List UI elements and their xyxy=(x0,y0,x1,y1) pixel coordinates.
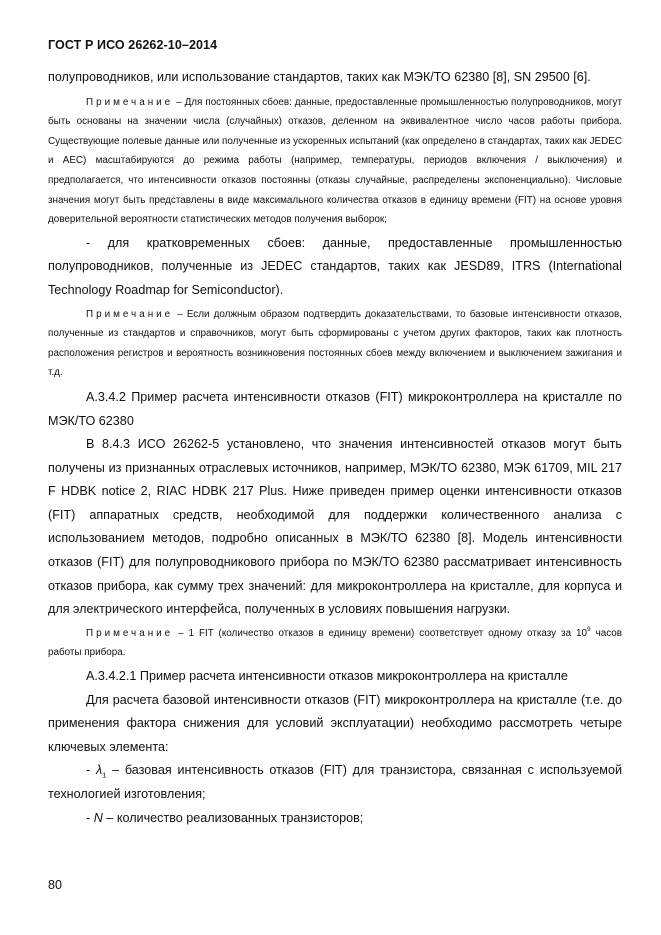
note-base-rates xyxy=(48,305,622,383)
note-text: – Для постоянных сбоев: данные, предоставленные промышленностью полупроводников, могут быть основаны на значении числа (случайных) отказов, деленном на эквивалентное число часов работы прибора. Существующие полевые данные или полученные из ускоренных испытаний (как определено в стандартах, таких как JEDEC и AEC) масштабируются до режима работы (например, температуры, периодов включения / выключения) и предполагается, что интенсивности отказов постоянны (отказы случайные, распределены экспоненциально). Числовые значения могут быть представлены в виде максимального количества отказов в единицу времени (FIT) на основе уровня доверительной вероятности статистических методов получения выборок; xyxy=(48,96,622,226)
paragraph-key-elements: Для расчета базовой интенсивности отказов (FIT) микроконтроллера на кристалле (т.е. до применения фактора снижения для условий эксплуатации) необходимо рассмотреть четыре ключевых элемента: xyxy=(48,692,622,754)
note-fit-definition xyxy=(48,624,622,663)
note-label: Примечание xyxy=(86,308,174,320)
note-label: Примечание xyxy=(86,96,174,108)
paragraph-transient-faults: - для кратковременных сбоев: данные, предоставленные промышленностью полупроводников, полученные из JEDEC стандартов, таких как JESD89, ITRS (International Technology Roadmap for Semiconductor). xyxy=(48,235,622,297)
page-number: 80 xyxy=(48,878,63,892)
exponent: 9 xyxy=(587,625,591,633)
list-dash: - xyxy=(86,763,96,778)
list-item-text: – количество реализованных транзисторов; xyxy=(102,810,364,825)
document-header: ГОСТ Р ИСО 26262-10–2014 xyxy=(48,38,218,52)
list-dash: - xyxy=(86,810,94,825)
note-permanent-faults xyxy=(48,93,622,230)
note-text-end: часов работы прибора. xyxy=(48,627,622,659)
lambda-subscript: 1 xyxy=(102,770,107,780)
list-item-n xyxy=(48,807,622,831)
list-item-text: – базовая интенсивность отказов (FIT) для транзистора, связанная с используемой технологией изготовления; xyxy=(48,763,622,801)
paragraph-continuation: полупроводников, или использование стандартов, таких как МЭК/ТО 62380 [8], SN 29500 [6]. xyxy=(48,70,591,84)
note-text: – Если должным образом подтвердить доказательствами, то базовые интенсивности отказов, полученные из стандартов и справочников, могут быть сформированы с учетом других факторов, таких как плотность расположения регистров и вероятность возникновения постоянных сбоев между включением и выключением зажигания и т.д. xyxy=(48,308,622,379)
note-text: – 1 FIT (количество отказов в единицу времени) соответствует одному отказу за 10 xyxy=(173,627,587,639)
n-symbol: N xyxy=(93,810,103,825)
page-body xyxy=(48,66,622,830)
section-heading-a3-4-2-1: А.3.4.2.1 Пример расчета интенсивности отказов микроконтроллера на кристалле xyxy=(86,669,568,684)
section-heading-a3-4-2: А.3.4.2 Пример расчета интенсивности отказов (FIT) микроконтроллера на кристалле по МЭК/ТО 62380 xyxy=(48,389,622,428)
lambda-symbol: λ xyxy=(95,763,103,778)
note-label: Примечание xyxy=(86,627,174,639)
paragraph-fit-model: В 8.4.3 ИСО 26262-5 установлено, что значения интенсивностей отказов могут быть получены из признанных отраслевых источников, например, МЭК/ТО 62380, МЭК 61709, MIL 217 F HDBK notice 2, RIAC HDBK 217 Plus. Ниже приведен пример оценки интенсивности отказов (FIT) аппаратных средств, необходимой для поддержки количественного анализа с использованием методов, подробно описанных в МЭК/ТО 62380 [8]. Модель интенсивности отказов (FIT) для полупроводникового прибора по МЭК/ТО 62380 рассматривает интенсивность отказов прибора, как сумму трех значений: для микроконтроллера на кристалле, для корпуса и для электрического интерфейса, полученных в условиях повышения нагрузки. xyxy=(48,437,622,617)
list-item-lambda1 xyxy=(48,759,622,806)
